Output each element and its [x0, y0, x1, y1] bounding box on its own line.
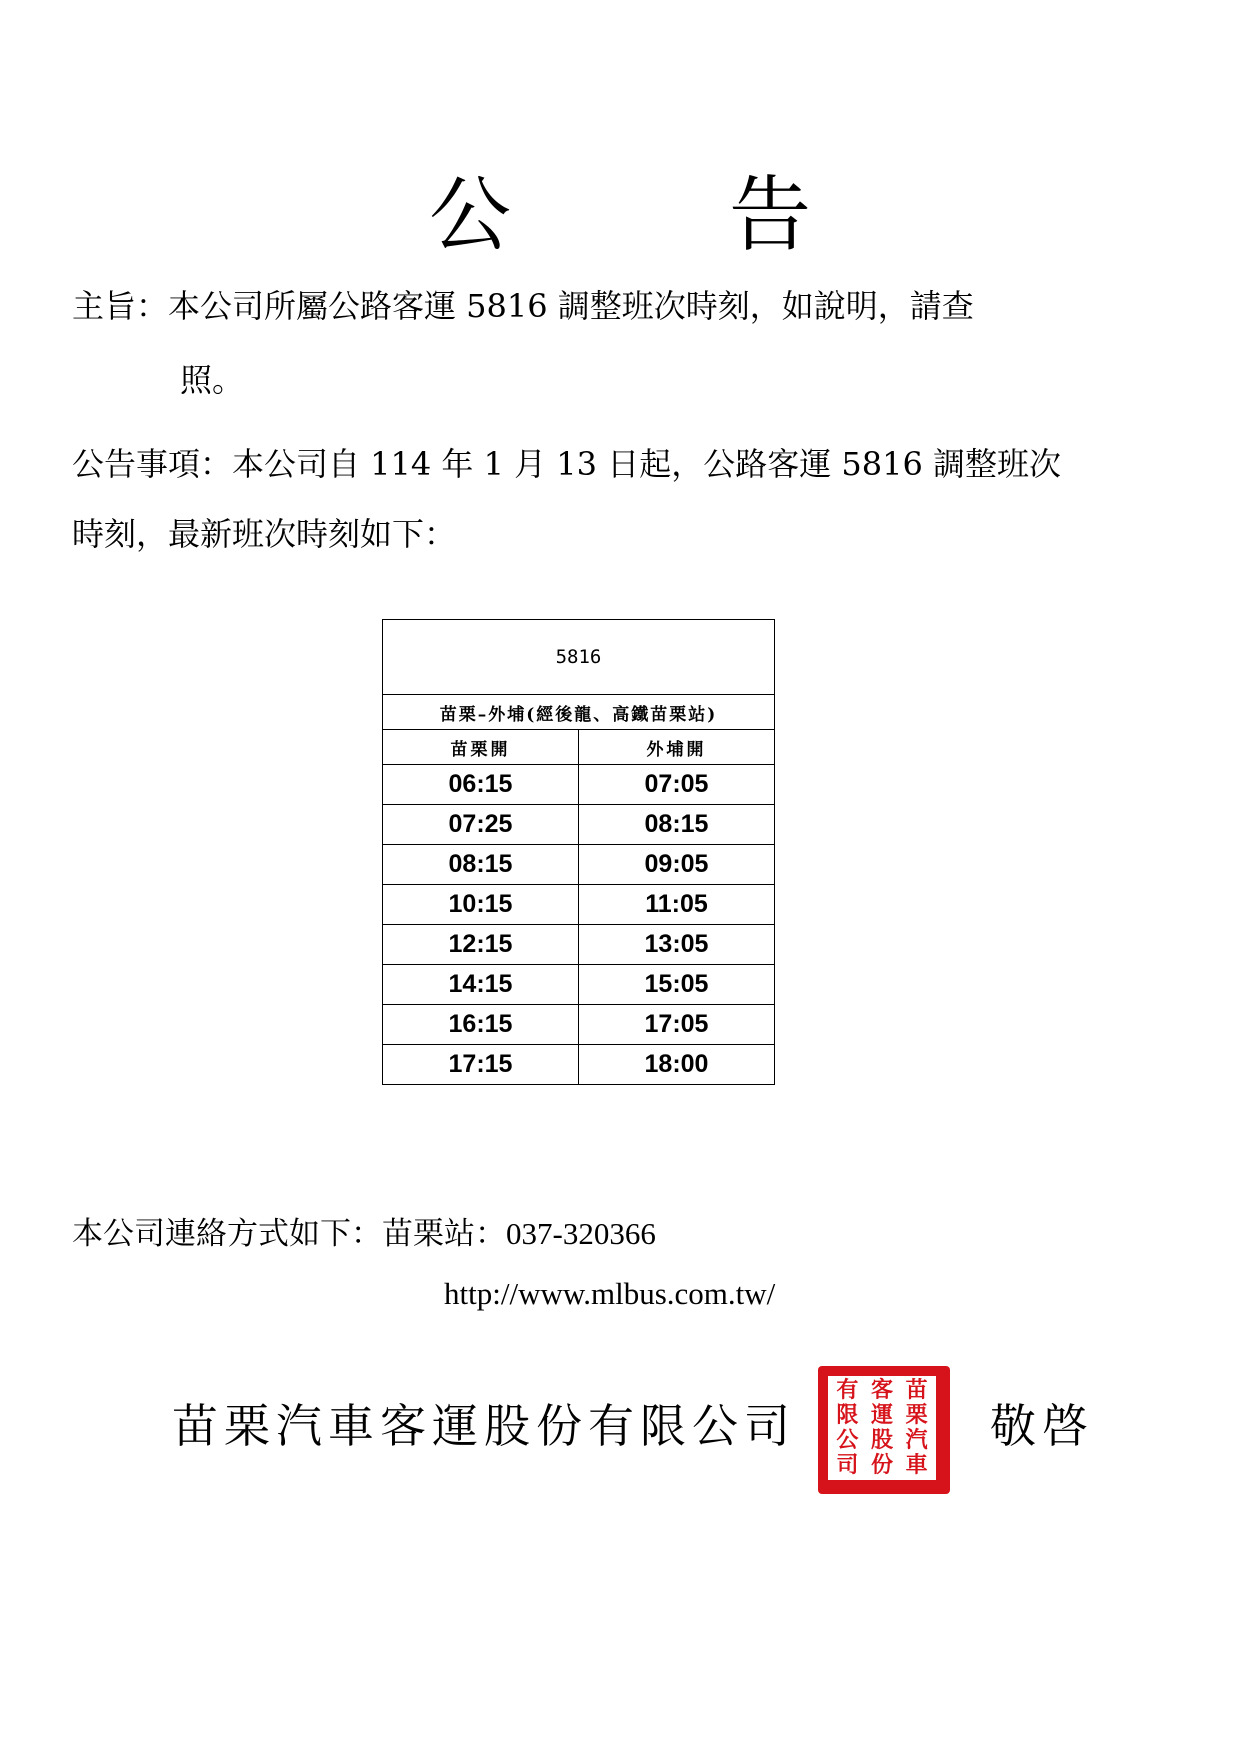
- seal-char: 苗: [905, 1378, 928, 1403]
- seal-char: 有: [836, 1378, 859, 1403]
- departure-time-miaoli: 07:25: [383, 805, 579, 845]
- notice-line-1: 公告事項：本公司自 114 年 1 月 13 日起，公路客運 5816 調整班次: [72, 445, 1061, 483]
- contact-phone: 037-320366: [506, 1216, 656, 1251]
- table-row: [383, 925, 775, 965]
- subject-line-1: 主旨：本公司所屬公路客運 5816 調整班次時刻，如說明，請查: [72, 287, 974, 325]
- departure-time-miaoli: 08:15: [383, 845, 579, 885]
- title-char-2: 告: [728, 168, 811, 263]
- table-row: [383, 1005, 775, 1045]
- seal-char: 車: [905, 1453, 928, 1478]
- seal-char: 栗: [905, 1403, 928, 1428]
- seal-char: 汽: [905, 1428, 928, 1453]
- route-name: 苗栗–外埔(經後龍、高鐵苗栗站): [383, 695, 775, 730]
- departure-time-miaoli: 14:15: [383, 965, 579, 1005]
- departure-time-miaoli: 17:15: [383, 1045, 579, 1085]
- subject-line-2: 照。: [180, 361, 245, 399]
- column-header-departure-miaoli: 苗栗開: [383, 730, 579, 765]
- table-row: [383, 965, 775, 1005]
- departure-time-miaoli: 06:15: [383, 765, 579, 805]
- table-row: [383, 885, 775, 925]
- seal-char: 運: [870, 1403, 893, 1428]
- title-char-1: 公: [428, 168, 511, 263]
- departure-time-waipu: 13:05: [579, 925, 775, 965]
- table-row: [383, 1045, 775, 1085]
- contact-line: [72, 1208, 656, 1253]
- departure-time-waipu: 08:15: [579, 805, 775, 845]
- departure-time-waipu: 11:05: [579, 885, 775, 925]
- seal-char: 公: [836, 1428, 859, 1453]
- departure-time-waipu: 15:05: [579, 965, 775, 1005]
- seal-char: 份: [870, 1453, 893, 1478]
- schedule-rows: [383, 765, 775, 1085]
- seal-char: 司: [836, 1453, 859, 1478]
- closing-regards: 敬啓: [990, 1399, 1094, 1453]
- departure-time-miaoli: 10:15: [383, 885, 579, 925]
- table-row: [383, 845, 775, 885]
- seal-char: 客: [870, 1378, 893, 1403]
- notice-line-2: 時刻，最新班次時刻如下：: [72, 515, 457, 553]
- notice-title: [0, 150, 1240, 267]
- schedule-table: [382, 619, 775, 1085]
- company-seal: [818, 1366, 950, 1494]
- departure-time-waipu: 07:05: [579, 765, 775, 805]
- company-website: http://www.mlbus.com.tw/: [444, 1276, 776, 1311]
- contact-label: 本公司連絡方式如下：苗栗站：: [72, 1216, 506, 1252]
- table-row: [383, 765, 775, 805]
- departure-time-miaoli: 12:15: [383, 925, 579, 965]
- company-name: 苗栗汽車客運股份有限公司: [172, 1399, 796, 1453]
- departure-time-waipu: 18:00: [579, 1045, 775, 1085]
- seal-char: 限: [836, 1403, 859, 1428]
- column-header-departure-waipu: 外埔開: [579, 730, 775, 765]
- table-row: [383, 805, 775, 845]
- departure-time-waipu: 17:05: [579, 1005, 775, 1045]
- route-number: 5816: [383, 620, 775, 695]
- departure-time-miaoli: 16:15: [383, 1005, 579, 1045]
- seal-char: 股: [870, 1428, 893, 1453]
- seal-characters: [830, 1378, 934, 1478]
- departure-time-waipu: 09:05: [579, 845, 775, 885]
